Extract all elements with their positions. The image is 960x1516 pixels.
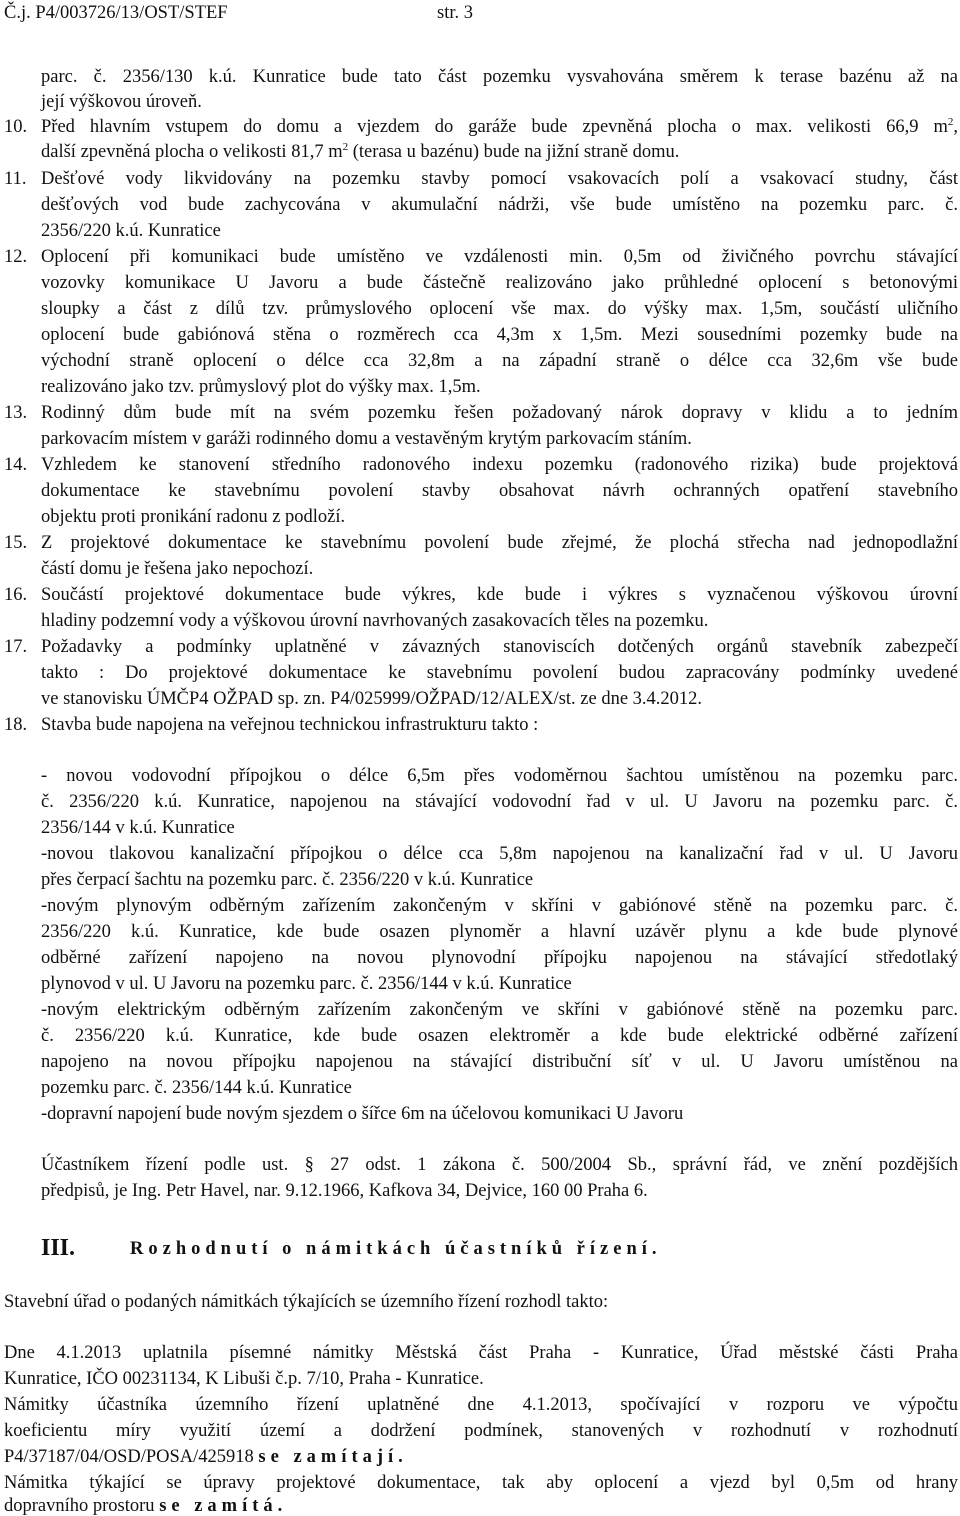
connection-line: - novou vodovodní přípojkou o délce 6,5m přes vodoměrnou šachtou umístěnou na pozemku parc. bbox=[41, 766, 958, 786]
connection-line: pozemku parc. č. 2356/144 k.ú. Kunratice bbox=[41, 1078, 352, 1098]
condition-number: 17. bbox=[4, 637, 28, 657]
condition-line: Požadavky a podmínky uplatněné v závazných stanoviscích dotčených orgánů stavebník zabezpečí bbox=[41, 637, 958, 657]
condition-line: východní straně oplocení o délce cca 32,8m a na západní straně o délce cca 32,6m vše bude bbox=[41, 351, 958, 371]
objection-line: koeficientu míry využití území a dodržení podmínek, stanovených v rozhodnutí v rozhodnutí bbox=[4, 1421, 958, 1441]
connection-line: č. 2356/220 k.ú. Kunratice, napojenou na stávající vodovodní řad v ul. U Javoru na pozemku parc. č. bbox=[41, 792, 958, 812]
decision-intro: Stavební úřad o podaných námitkách týkajících se územního řízení rozhodl takto: bbox=[4, 1292, 609, 1312]
condition-line: Před hlavním vstupem do domu a vjezdem do garáže bude zpevněná plocha o max. velikosti 66,9 $m^2$, bbox=[41, 116, 958, 137]
connection-line: přes čerpací šachtu na pozemku parc. č. 2356/220 v k.ú. Kunratice bbox=[41, 870, 534, 890]
condition-line: hladiny podzemní vody a výškovou úrovní navrhovaných zasakovacích těles na pozemku. bbox=[41, 611, 709, 631]
condition-line: Stavba bude napojena na veřejnou technickou infrastrukturu takto : bbox=[41, 715, 539, 735]
connection-line: 2356/144 v k.ú. Kunratice bbox=[41, 818, 235, 838]
condition-line: dokumentace ke stavebnímu povolení stavby obsahovat návrh ochranných opatření stavebního bbox=[41, 481, 958, 501]
condition-line: částí domu je řešena jako nepochozí. bbox=[41, 559, 314, 579]
objection-line: P4/37187/04/OSD/POSA/425918 se zamítají. bbox=[4, 1447, 408, 1467]
condition-line: parkovacím místem v garáži rodinného domu a vestavěným krytým parkovacím stáním. bbox=[41, 429, 692, 449]
condition-line: Vzhledem ke stanovení středního radonového indexu pozemku (radonového rizika) bude projektová bbox=[41, 455, 958, 475]
objection-line: Námitky účastníka územního řízení uplatněné dne 4.1.2013, spočívající v rozporu ve výpočtu bbox=[4, 1395, 958, 1415]
condition-number: 14. bbox=[4, 455, 28, 475]
condition-number: 12. bbox=[4, 247, 28, 267]
condition-number: 11. bbox=[4, 169, 27, 189]
section-title: Rozhodnutí o námitkách účastníků řízení. bbox=[130, 1239, 662, 1259]
condition-line: její výškovou úroveň. bbox=[41, 92, 202, 112]
condition-number: 18. bbox=[4, 715, 28, 735]
connection-line: 2356/220 k.ú. Kunratice, kde bude osazen plynoměr a hlavní uzávěr plynu a kde bude plynové bbox=[41, 922, 958, 942]
participant-line: předpisů, je Ing. Petr Havel, nar. 9.12.1966, Kafkova 34, Dejvice, 160 00 Praha 6. bbox=[41, 1181, 648, 1201]
condition-line: Dešťové vody likvidovány na pozemku stavby pomocí vsakovacích polí a vsakovací studny, část bbox=[41, 169, 958, 189]
connection-line: -dopravní napojení bude novým sjezdem o šířce 6m na účelovou komunikaci U Javoru bbox=[41, 1104, 684, 1124]
condition-number: 16. bbox=[4, 585, 28, 605]
objection-line: dopravního prostoru se zamítá. bbox=[4, 1496, 288, 1516]
condition-line: oplocení bude gabiónová stěna o rozměrech cca 4,3m x 1,5m. Mezi sousedními pozemky bude na bbox=[41, 325, 958, 345]
condition-line: takto : Do projektové dokumentace ke stavebnímu povolení budou zapracovány podmínky uvedené bbox=[41, 663, 958, 683]
condition-line: 2356/220 k.ú. Kunratice bbox=[41, 221, 221, 241]
condition-line: další zpevněná plocha o velikosti 81,7 $m^2$ (terasa u bazénu) bude na jižní straně domu. bbox=[41, 141, 680, 162]
condition-number: 15. bbox=[4, 533, 28, 553]
connection-line: -novou tlakovou kanalizační přípojkou o délce cca 5,8m napojenou na kanalizační řad v ul. U Javoru bbox=[41, 844, 958, 864]
connection-line: odběrné zařízení napojeno na novou plynovodní přípojku napojenou na stávající středotlaký bbox=[41, 948, 958, 968]
objection-line: Námitka týkající se úpravy projektové dokumentace, tak aby oplocení a vjezd byl 0,5m od hrany bbox=[4, 1473, 958, 1493]
connection-line: -novým elektrickým odběrným zařízením zakončeným ve skříni v gabiónové stěně na pozemku parc. bbox=[41, 1000, 958, 1020]
connection-line: napojeno na novou přípojku napojenou na stávající distribuční síť v ul. U Javoru umístěnou na bbox=[41, 1052, 958, 1072]
condition-number: 10. bbox=[4, 117, 28, 137]
connection-line: plynovod v ul. U Javoru na pozemku parc. č. 2356/144 v k.ú. Kunratice bbox=[41, 974, 572, 994]
objection-line: Dne 4.1.2013 uplatnila písemné námitky Městská část Praha - Kunratice, Úřad městské části Praha bbox=[4, 1343, 958, 1363]
connection-line: č. 2356/220 k.ú. Kunratice, kde bude osazen elektroměr a kde bude elektrické odběrné zařízení bbox=[41, 1026, 958, 1046]
document-reference: Č.j. P4/003726/13/OST/STEF bbox=[4, 3, 228, 23]
condition-line: realizováno jako tzv. průmyslový plot do výšky max. 1,5m. bbox=[41, 377, 481, 397]
condition-line: sloupky a část z dílů tzv. průmyslového oplocení vše max. do výšky max. 1,5m, součástí uličního bbox=[41, 299, 958, 319]
objection-verdict: se zamítají. bbox=[258, 1447, 408, 1467]
connection-line: -novým plynovým odběrným zařízením zakončeným v skříni v gabiónové stěně na pozemku parc. č. bbox=[41, 896, 958, 916]
objection-verdict: se zamítá. bbox=[159, 1496, 288, 1516]
section-number: III. bbox=[41, 1235, 76, 1261]
condition-line: dešťových vod bude zachycována v akumulační nádrži, vše bude umístěno na pozemku parc. č. bbox=[41, 195, 958, 215]
condition-number: 13. bbox=[4, 403, 28, 423]
condition-line: vozovky komunikace U Javoru a bude částečně realizováno jako průhledné oplocení s betonovými bbox=[41, 273, 958, 293]
objection-line: Kunratice, IČO 00231134, K Libuši č.p. 7/10, Praha - Kunratice. bbox=[4, 1369, 484, 1389]
condition-line: Oplocení při komunikaci bude umístěno ve vzdálenosti min. 0,5m od živičného povrchu stávající bbox=[41, 247, 958, 267]
condition-line: objektu proti pronikání radonu z podloží. bbox=[41, 507, 346, 527]
participant-line: Účastníkem řízení podle ust. § 27 odst. 1 zákona č. 500/2004 Sb., správní řád, ve znění pozdějších bbox=[41, 1155, 958, 1175]
page-number: str. 3 bbox=[437, 3, 473, 23]
condition-line: parc. č. 2356/130 k.ú. Kunratice bude tato část pozemku vysvahována směrem k terase bazénu až na bbox=[41, 67, 958, 87]
condition-line: Rodinný dům bude mít na svém pozemku řešen požadovaný nárok dopravy v klidu a to jedním bbox=[41, 403, 958, 423]
condition-line: ve stanovisku ÚMČP4 OŽPAD sp. zn. P4/025999/OŽPAD/12/ALEX/st. ze dne 3.4.2012. bbox=[41, 689, 703, 709]
condition-line: Z projektové dokumentace ke stavebnímu povolení bude zřejmé, že plochá střecha nad jednopodlažní bbox=[41, 533, 958, 553]
condition-line: Součástí projektové dokumentace bude výkres, kde bude i výkres s vyznačenou výškovou úrovní bbox=[41, 585, 958, 605]
